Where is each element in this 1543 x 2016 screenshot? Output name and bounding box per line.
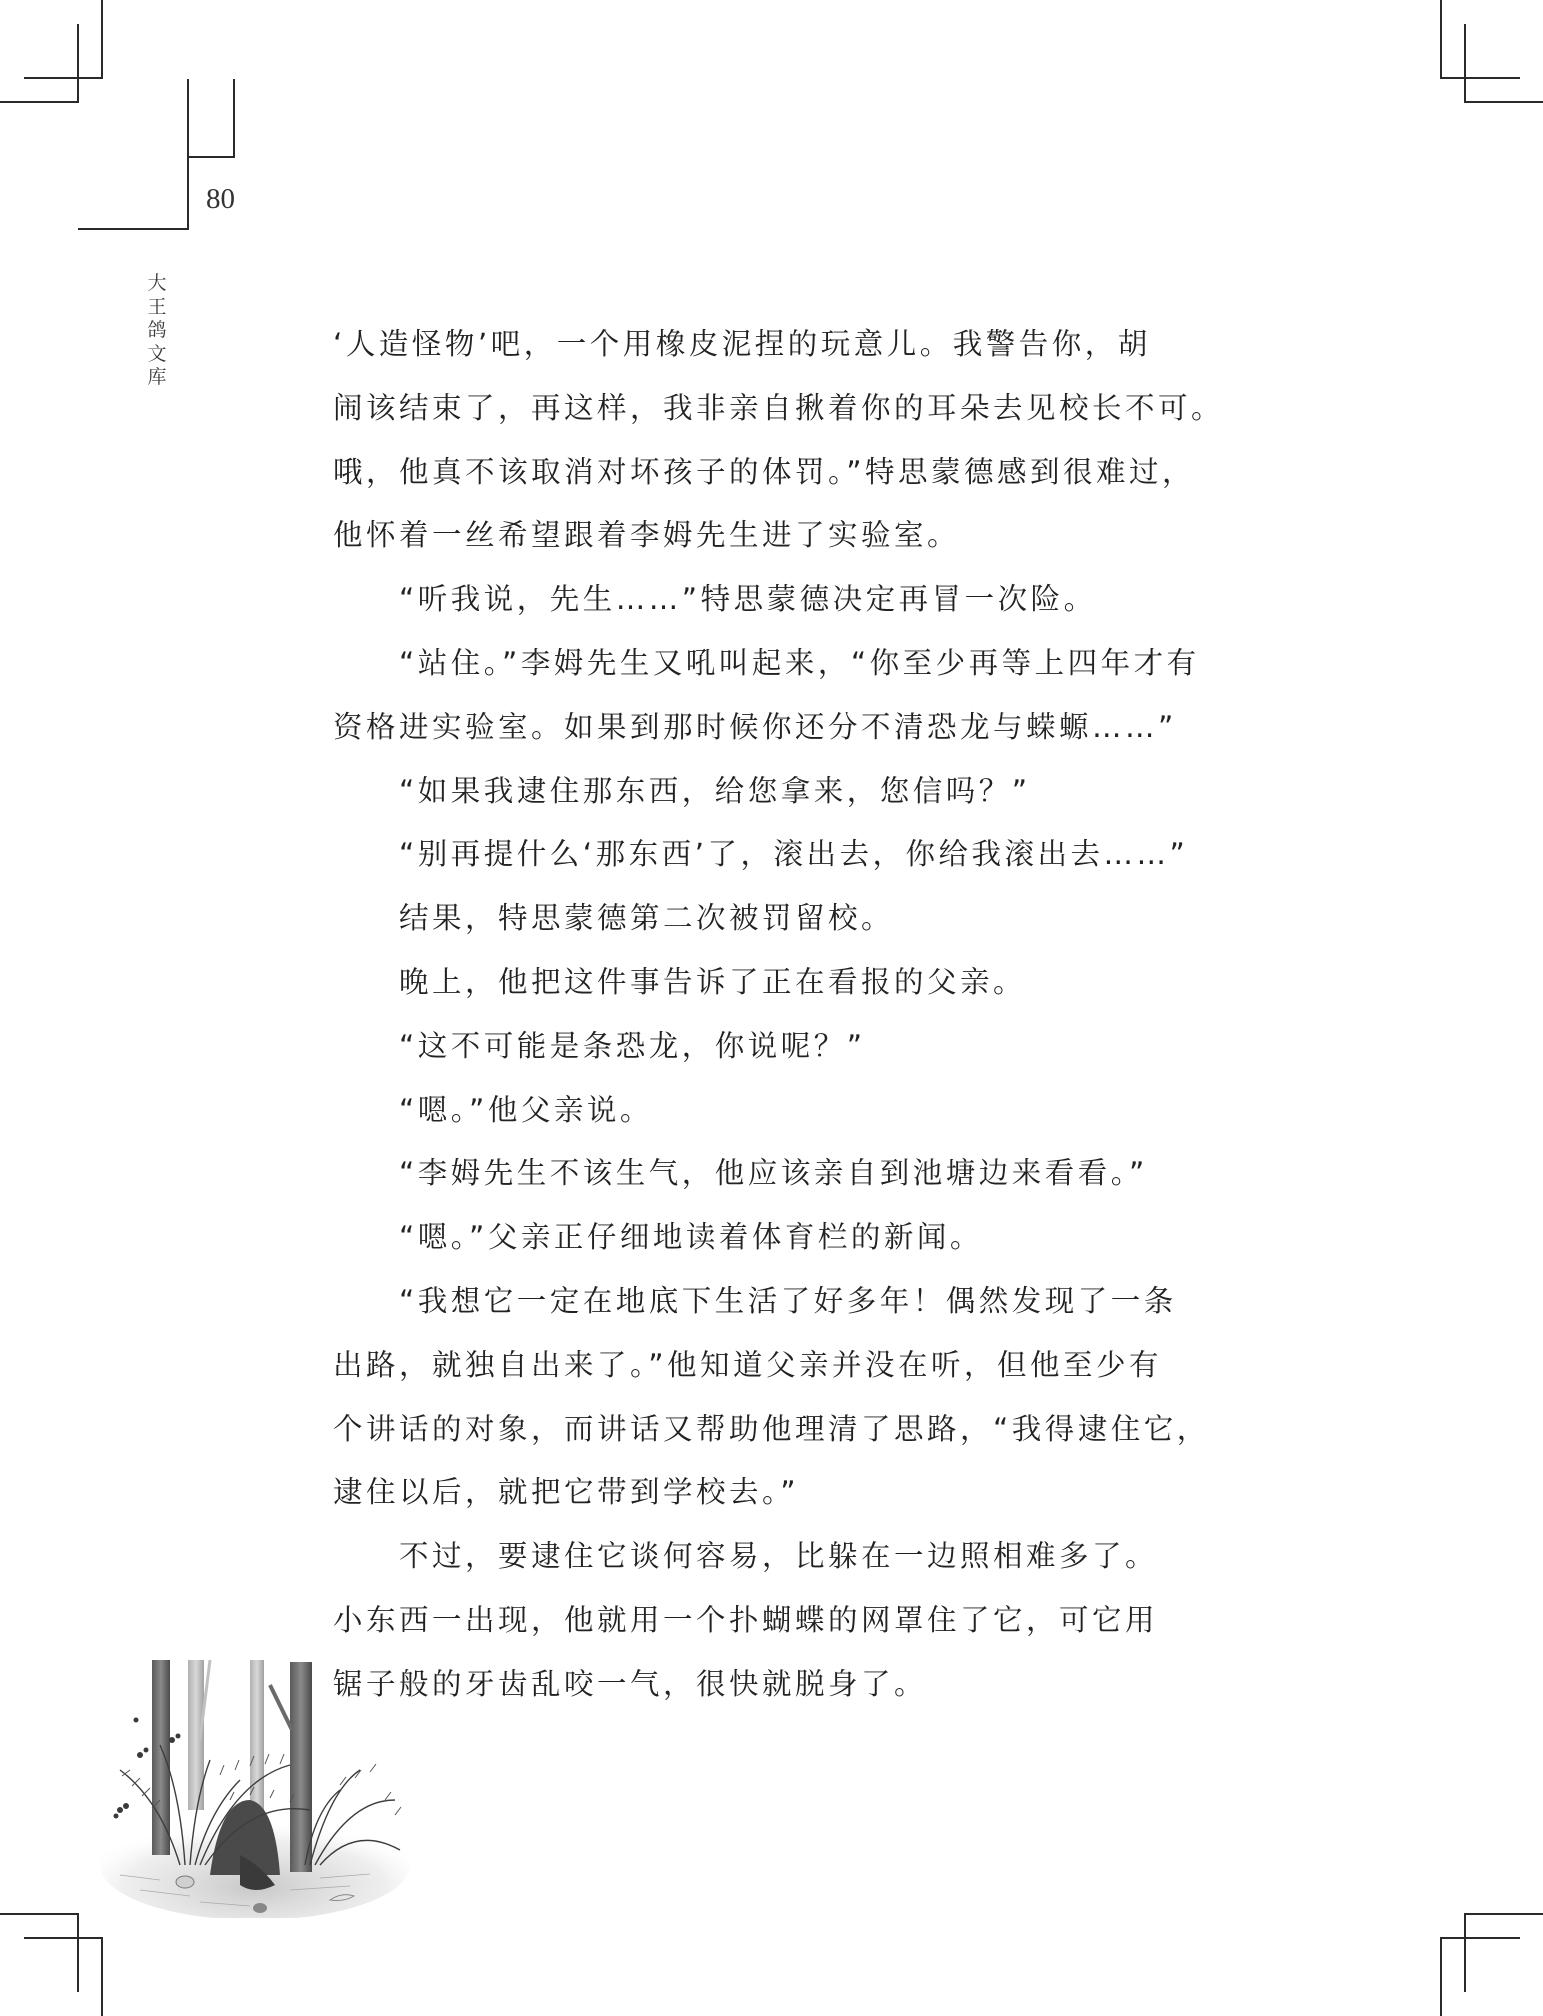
text-line: “如果我逮住那东西，给您拿来，您信吗？” xyxy=(399,773,1031,808)
text-line: “我想它一定在地底下生活了好多年！偶然发现了一条 xyxy=(399,1283,1177,1318)
text-line: 个讲话的对象，而讲话又帮助他理清了思路，“我得逮住它， xyxy=(333,1411,1210,1446)
text-line: 资格进实验室。如果到那时候你还分不清恐龙与蝾螈……” xyxy=(333,709,1177,744)
body-text xyxy=(333,313,1225,1717)
text-line: 哦，他真不该取消对坏孩子的体罚。”特思蒙德感到很难过， xyxy=(333,454,1196,489)
text-line: ‘人造怪物’吧，一个用橡皮泥捏的玩意儿。我警告你，胡 xyxy=(333,327,1151,361)
series-label-char: 大 xyxy=(147,272,167,294)
text-line: “站住。”李姆先生又吼叫起来，“你至少再等上四年才有 xyxy=(399,645,1200,680)
crop-mark-line xyxy=(0,1913,79,1915)
text-line: 锯子般的牙齿乱咬一气，很快就脱身了。 xyxy=(333,1666,928,1701)
frame-line xyxy=(78,228,189,230)
series-label xyxy=(145,272,169,390)
crop-mark-line xyxy=(0,101,79,103)
text-line: “听我说，先生……”特思蒙德决定再冒一次险。 xyxy=(399,582,1097,617)
text-line: “嗯。”父亲正仔细地读着体育栏的新闻。 xyxy=(399,1220,983,1255)
text-line: 出路，就独自出来了。”他知道父亲并没在听，但他至少有 xyxy=(333,1347,1163,1382)
text-line: 不过，要逮住它谈何容易，比躲在一边照相难多了。 xyxy=(399,1539,1159,1574)
frame-line xyxy=(233,79,235,158)
text-line: 晚上，他把这件事告诉了正在看报的父亲。 xyxy=(399,964,1027,999)
text-line: “李姆先生不该生气，他应该亲自到池塘边来看看。” xyxy=(399,1156,1148,1191)
series-label-char: 库 xyxy=(147,366,167,388)
series-label-char: 文 xyxy=(147,342,167,365)
series-label-char: 鸽 xyxy=(147,319,167,341)
forest-burrow-illustration xyxy=(100,1650,415,1918)
crop-mark-line xyxy=(1464,1913,1466,1992)
crop-mark-line xyxy=(24,77,103,79)
text-line: 逮住以后，就把它带到学校去。” xyxy=(333,1475,800,1510)
crop-mark-line xyxy=(101,0,103,79)
text-line: 闹该结束了，再这样，我非亲自揪着你的耳朵去见校长不可。 xyxy=(333,390,1225,425)
crop-mark-line xyxy=(77,24,79,103)
text-line: “嗯。”他父亲说。 xyxy=(399,1092,653,1127)
crop-mark-line xyxy=(1440,1937,1442,2016)
crop-mark-line xyxy=(1440,77,1520,79)
frame-line xyxy=(187,156,235,158)
page-number: 80 xyxy=(206,183,235,215)
text-line: 他怀着一丝希望跟着李姆先生进了实验室。 xyxy=(333,518,961,553)
series-label-char: 王 xyxy=(147,295,167,318)
crop-mark-line xyxy=(77,1913,79,1992)
illustration-sketch-icon xyxy=(100,1650,415,1918)
crop-mark-line xyxy=(1464,1913,1543,1915)
crop-mark-line xyxy=(101,1937,103,2016)
crop-mark-line xyxy=(1464,24,1466,103)
crop-mark-line xyxy=(1440,0,1442,79)
frame-line xyxy=(187,79,189,230)
crop-mark-line xyxy=(1440,1937,1520,1939)
text-line: 结果，特思蒙德第二次被罚留校。 xyxy=(399,901,895,936)
crop-mark-line xyxy=(1464,101,1543,103)
text-line: “这不可能是条恐龙，你说呢？” xyxy=(399,1028,866,1063)
crop-mark-line xyxy=(24,1937,103,1939)
text-line: 小东西一出现，他就用一个扑蝴蝶的网罩住了它，可它用 xyxy=(333,1602,1159,1637)
text-line: “别再提什么‘那东西’了，滚出去，你给我滚出去……” xyxy=(399,837,1189,872)
